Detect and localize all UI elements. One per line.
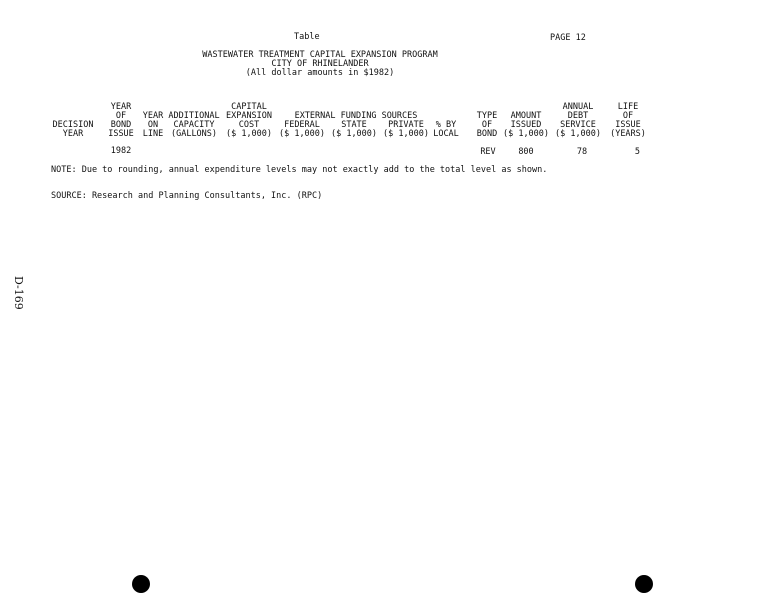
column-header-line: DECISION <box>52 120 94 130</box>
column-header-line: COST <box>238 120 260 130</box>
column-header-line: LIFE <box>617 102 639 112</box>
column-header-line: AMOUNT <box>510 111 542 121</box>
column-header-line: ($ 1,000) <box>382 129 430 139</box>
column-header-line: ($ 1,000) <box>502 129 550 139</box>
side-page-label: D-169 <box>12 276 25 310</box>
column-header-line: ANNUAL <box>562 102 594 112</box>
document-title: WASTEWATER TREATMENT CAPITAL EXPANSION PROGRAM <box>202 50 438 60</box>
column-header-line: LOCAL <box>433 129 459 139</box>
cell-annual-debt-service: 78 <box>576 147 588 157</box>
binder-hole-left <box>132 575 150 593</box>
column-header-line: (GALLONS) <box>170 129 218 139</box>
source-note: SOURCE: Research and Planning Consultants, Inc. (RPC) <box>51 191 323 201</box>
column-header-line: ($ 1,000) <box>330 129 378 139</box>
column-header-line: PRIVATE <box>388 120 424 130</box>
column-header-line: BOND <box>476 129 498 139</box>
column-header-line: ISSUE <box>615 120 641 130</box>
column-header-line: ADDITIONAL <box>168 111 220 121</box>
column-header-line: LINE <box>142 129 164 139</box>
column-header-line: OF <box>481 120 493 130</box>
column-header-line: ($ 1,000) <box>278 129 326 139</box>
column-header-line: EXPANSION <box>225 111 273 121</box>
group-header-external-funding: EXTERNAL FUNDING SOURCES <box>294 111 418 121</box>
binder-hole-right <box>635 575 653 593</box>
column-header-line: YEAR <box>142 111 164 121</box>
column-header-line: CAPACITY <box>173 120 215 130</box>
column-header-line: YEAR <box>62 129 84 139</box>
cell-amount-issued: 800 <box>518 147 534 157</box>
column-header-line: ISSUED <box>510 120 542 130</box>
document-subtitle: CITY OF RHINELANDER <box>271 59 369 69</box>
column-header-line: ($ 1,000) <box>554 129 602 139</box>
cell-type-of-bond: REV <box>480 147 496 157</box>
column-header-line: ISSUE <box>108 129 134 139</box>
column-header-line: DEBT <box>567 111 589 121</box>
column-header-line: (YEARS) <box>610 129 646 139</box>
column-header-line: OF <box>622 111 634 121</box>
column-header-line: BOND <box>110 120 132 130</box>
rounding-note: NOTE: Due to rounding, annual expenditure levels may not exactly add to the total level as shown. <box>51 165 548 175</box>
table-label: Table <box>294 32 320 42</box>
column-header-line: FEDERAL <box>284 120 320 130</box>
cell-life-of-issue: 5 <box>634 147 640 157</box>
column-header-line: TYPE <box>476 111 498 121</box>
column-header-line: SERVICE <box>560 120 596 130</box>
document-currency-note: (All dollar amounts in $1982) <box>245 68 395 78</box>
column-header-line: % BY <box>435 120 457 130</box>
column-header-line: YEAR <box>110 102 132 112</box>
column-header-line: CAPITAL <box>231 102 267 112</box>
column-header-line: OF <box>115 111 127 121</box>
cell-year-of-bond-issue: 1982 <box>110 146 132 156</box>
column-header-line: ($ 1,000) <box>225 129 273 139</box>
column-header-line: STATE <box>341 120 367 130</box>
column-header-line: ON <box>147 120 159 130</box>
page-number: PAGE 12 <box>550 33 586 43</box>
